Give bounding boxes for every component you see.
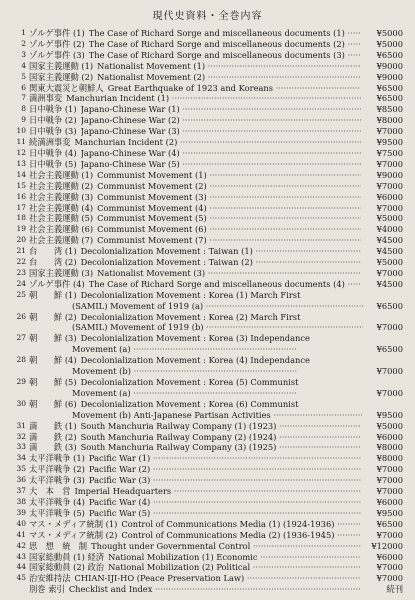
volume-title-japanese: 社会主義運動 (6) [29, 224, 94, 235]
volume-price: ¥12000 [371, 540, 403, 551]
volume-price: ¥7000 [376, 475, 403, 486]
volume-title-continuation [12, 366, 403, 377]
volume-title-japanese: 朝 鮮 (5) [29, 377, 77, 387]
volume-price: ¥5000 [376, 38, 403, 49]
volume-title-japanese: マス・メディア統制 (1) [29, 518, 118, 529]
volume-row [12, 562, 403, 573]
volume-title-japanese: 社会主義運動 (1) [29, 169, 94, 180]
volume-number: 23 [16, 267, 26, 277]
volume-row [12, 290, 403, 312]
volume-number: 10 [16, 126, 26, 136]
volume-title-japanese: 社会主義運動 (7) [29, 235, 94, 246]
volume-title-japanese: 満 鉄 (2) [29, 431, 77, 442]
volume-row [12, 246, 403, 257]
volume-title-japanese: 朝 鮮 (3) [29, 333, 77, 344]
volume-title-japanese: 日中戦争 (2) [29, 115, 77, 126]
volume-title-english: National Mobilization (2) Political ····· [108, 562, 361, 573]
volume-price: ¥6500 [376, 300, 403, 311]
volume-row [12, 573, 403, 584]
volume-title-japanese: 太平洋戦争 (5) [29, 507, 85, 518]
volume-title-japanese: 大 本 営 [29, 486, 71, 497]
volume-price: ¥5000 [376, 257, 403, 268]
volume-title-japanese: 朝 鮮 (2) [29, 311, 77, 322]
volume-title-japanese: ゾルゲ事件 (4) [29, 278, 85, 289]
volume-row [12, 508, 403, 519]
volume-number: 18 [16, 213, 26, 223]
volume-title-english: Great Earthquake of 1923 and Koreans ····· [108, 83, 361, 94]
volume-title-english: Pacific War (1) ····· [89, 453, 361, 464]
volume-title-english: Decolonialization Movement : Korea (6) Communist [80, 398, 299, 409]
volume-title-english: The Case of Richard Sorge and miscellaneous documents (3) ····· [89, 50, 361, 61]
volume-title-japanese: マス・メディア統制 (2) [29, 529, 118, 540]
volume-title-japanese: 別巻 索引 [29, 584, 65, 595]
volume-number: 32 [16, 431, 26, 441]
volume-title-english: Pacific War (3) ····· [89, 475, 361, 486]
volume-row [12, 72, 403, 83]
volume-row [12, 399, 403, 421]
volume-price: ¥6000 [376, 191, 403, 202]
volume-row [12, 432, 403, 443]
volume-number: 15 [16, 180, 26, 190]
volume-number: 33 [16, 442, 26, 452]
volume-price: ¥6500 [376, 518, 403, 529]
volume-price: ¥9500 [376, 137, 403, 148]
volume-title-english: Japano-Chinese War (1) ····· [81, 104, 361, 115]
volume-title-english: Decolonialization Movement : Korea (4) Independance [80, 355, 310, 366]
indent [12, 366, 72, 377]
volume-number: 45 [16, 573, 26, 583]
volume-row [12, 421, 403, 432]
volume-number: 31 [16, 420, 26, 430]
volume-title-japanese: 朝 鮮 (6) [29, 398, 77, 409]
volume-price: ¥6500 [376, 82, 403, 93]
volume-title-english: Decolonialization Movement : Korea (3) Independance [80, 333, 310, 344]
volume-row [12, 377, 403, 399]
volume-price: ¥6500 [376, 344, 403, 355]
volume-number: 11 [16, 137, 26, 147]
volume-price: ¥4000 [376, 224, 403, 235]
volume-number: 38 [16, 496, 26, 506]
volume-title-japanese: ゾルゲ事件 (3) [29, 49, 85, 60]
volume-title-english: Decolonialization Movement : Korea (1) March First [80, 289, 301, 300]
indent [12, 301, 72, 312]
volume-title-english: Communist Movement (6) ····· [97, 224, 361, 235]
volume-row [12, 333, 403, 355]
volume-number: 6 [21, 82, 26, 92]
volume-title-japanese: 日中戦争 (1) [29, 104, 77, 115]
volume-title-continuation [12, 410, 403, 421]
volume-row [12, 213, 403, 224]
volume-title-japanese: 太平洋戦争 (3) [29, 475, 85, 486]
volume-number: 40 [16, 518, 26, 528]
volume-price: ¥8000 [376, 115, 403, 126]
volume-number: 9 [21, 115, 26, 125]
volume-title-english: South Manchuria Railway Company (1) (1923) ····· [81, 421, 361, 432]
volume-row [12, 137, 403, 148]
indent [12, 388, 72, 399]
volume-price: ¥8500 [376, 104, 403, 115]
volume-number: 37 [16, 486, 26, 496]
indent [12, 322, 72, 333]
volume-row [12, 475, 403, 486]
volume-list [12, 28, 403, 595]
volume-title-continuation [12, 301, 403, 312]
volume-number: 16 [16, 191, 26, 201]
volume-number: 39 [16, 507, 26, 517]
volume-number: 8 [21, 104, 26, 114]
volume-number: 14 [16, 169, 26, 179]
volume-row [12, 170, 403, 181]
volume-row [12, 355, 403, 377]
volume-row [12, 39, 403, 50]
volume-number: 41 [16, 529, 26, 539]
volume-title-japanese: 台 湾 (1) [29, 246, 77, 257]
volume-title-continuation [12, 322, 403, 333]
volume-title-japanese: 日中戦争 (3) [29, 126, 77, 137]
volume-price: ¥7000 [376, 126, 403, 137]
volume-number: 28 [16, 355, 26, 365]
volume-price: ¥5000 [376, 213, 403, 224]
volume-title-japanese: 国家総動員 (1) 経済 [29, 551, 105, 562]
volume-number: 3 [21, 49, 26, 59]
volume-title-english: Communist Movement (5) ····· [97, 213, 361, 224]
volume-title-japanese: 社会主義運動 (5) [29, 213, 94, 224]
volume-title-japanese: ゾルゲ事件 (1) [29, 28, 85, 38]
volume-title-english: Communist Movement (7) ····· [97, 235, 361, 246]
volume-number: 17 [16, 202, 26, 212]
volume-row [12, 126, 403, 137]
volume-title-japanese: 国家主義運動 (1) [29, 60, 94, 71]
volume-row [12, 552, 403, 563]
volume-title-japanese: 社会主義運動 (2) [29, 180, 94, 191]
volume-price: ¥6000 [376, 551, 403, 562]
volume-price: ¥7000 [376, 322, 403, 333]
volume-number: 43 [16, 551, 26, 561]
volume-number: 35 [16, 464, 26, 474]
volume-title-japanese: 社会主義運動 (4) [29, 202, 94, 213]
volume-price: ¥4500 [376, 235, 403, 246]
volume-price: ¥7000 [376, 180, 403, 191]
volume-row [12, 541, 403, 552]
volume-title-english-line2: (SAMIL) Movement of 1919 (b) ····· [72, 322, 363, 333]
volume-title-japanese: 朝 鮮 (1) [29, 289, 77, 300]
volume-title-english: South Manchuria Railway Company (2) (1924) ····· [81, 432, 361, 443]
volume-title-english: Decolonialization Movement : Korea (2) March First [80, 311, 301, 322]
volume-title-japanese: 台 湾 (2) [29, 257, 77, 268]
indent [12, 344, 72, 355]
volume-row [12, 224, 403, 235]
volume-price: ¥6000 [376, 496, 403, 507]
volume-title-english: CHIAN-IJI-HO (Peace Preservation Law) ····· [75, 573, 362, 584]
volume-title-japanese: 社会主義運動 (3) [29, 191, 94, 202]
volume-row [12, 192, 403, 203]
volume-number: 13 [16, 158, 26, 168]
volume-price: ¥7000 [376, 464, 403, 475]
volume-title-english: Japano-Chinese War (5) ····· [81, 159, 361, 170]
volume-title-japanese: 治安維持法 [29, 573, 71, 584]
volume-price: ¥6000 [376, 431, 403, 442]
volume-title-english: Imperial Headquarters ····· [75, 486, 362, 497]
volume-price: ¥9500 [376, 409, 403, 420]
volume-title-japanese: 国家主義運動 (3) [29, 267, 94, 278]
volume-price: ¥7000 [376, 202, 403, 213]
volume-price: ¥9000 [376, 71, 403, 82]
volume-title-english: Japano-Chinese War (3) ····· [81, 126, 361, 137]
volume-price: ¥5000 [376, 28, 403, 38]
volume-number: 44 [16, 562, 26, 572]
volume-row [12, 497, 403, 508]
volume-number: 42 [16, 540, 26, 550]
volume-price: ¥7500 [376, 147, 403, 158]
volume-title-english-line2: Movement (a) ····· [72, 388, 363, 399]
volume-title-english: Checklist and Index ····· [69, 584, 361, 595]
volume-row [12, 61, 403, 72]
volume-title-english: South Manchuria Railway Company (3) (1925) ····· [81, 442, 361, 453]
volume-title-english: The Case of Richard Sorge and miscellaneous documents (2) ····· [89, 39, 361, 50]
volume-title-japanese: 太平洋戦争 (4) [29, 496, 85, 507]
volume-number: 24 [16, 278, 26, 288]
volume-title-japanese: 太平洋戦争 (2) [29, 464, 85, 475]
volume-price: ¥7000 [376, 267, 403, 278]
volume-row [12, 159, 403, 170]
volume-number: 4 [21, 60, 26, 70]
volume-title-japanese: 思 想 統 制 [29, 540, 88, 551]
volume-price: ¥8000 [376, 442, 403, 453]
volume-title-english: Japano-Chinese War (2) ····· [81, 115, 361, 126]
volume-row [12, 115, 403, 126]
volume-title-english-line2: (SAMIL) Movement of 1919 (a) ····· [72, 301, 363, 312]
volume-price: ¥7000 [376, 529, 403, 540]
volume-row [12, 519, 403, 530]
volume-price: ¥5000 [376, 420, 403, 431]
volume-number: 30 [16, 398, 26, 408]
page-title: 現代史資料・全巻内容 [152, 11, 263, 22]
volume-price: ¥9000 [376, 169, 403, 180]
volume-title-english-line2: Movement (a) ····· [72, 344, 363, 355]
volume-price: ¥6500 [376, 49, 403, 60]
volume-number: 34 [16, 453, 26, 463]
volume-title-english: Decolonialization Movement : Taiwan (1) ····· [81, 246, 361, 257]
volume-number: 5 [21, 71, 26, 81]
volume-row [12, 148, 403, 159]
volume-title-english: Decolonialization Movement : Taiwan (2) ····· [81, 257, 361, 268]
volume-title-japanese: 満 鉄 (1) [29, 420, 77, 431]
volume-title-english-line2: Movement (b) ····· [72, 366, 363, 377]
volume-title-japanese: 朝 鮮 (4) [29, 355, 77, 366]
volume-title-japanese: 満 鉄 (3) [29, 442, 77, 453]
volume-title-english: Control of Communications Media (2) (1936-1945) ····· [121, 530, 361, 541]
volume-number: 1 [21, 28, 26, 37]
volume-price: ¥7000 [376, 366, 403, 377]
volume-title-english: Communist Movement (1) ····· [97, 170, 361, 181]
volume-number: 12 [16, 147, 26, 157]
volume-title-english: Manchurian Incident (1) ····· [66, 93, 361, 104]
volume-price: ¥8000 [376, 453, 403, 464]
volume-title-english: Nationalist Movement (3) ····· [97, 268, 361, 279]
volume-title-english: Thought under Governmental Control ····· [91, 541, 361, 552]
volume-row [12, 486, 403, 497]
volume-price: ¥9500 [376, 507, 403, 518]
volume-price: ¥9000 [376, 60, 403, 71]
volume-price: ¥6500 [376, 93, 403, 104]
volume-title-english-line2: Movement (b) Anti-Japanese Partisan Activities ····· [72, 410, 363, 421]
volume-number: 7 [21, 93, 26, 103]
volume-price: 続刊 [386, 584, 403, 595]
volume-number: 27 [16, 333, 26, 343]
volume-title-english: Control of Communications Media (1) (1924-1936) ····· [121, 519, 361, 530]
volume-price: ¥4500 [376, 278, 403, 289]
volume-number: 36 [16, 475, 26, 485]
volume-price: ¥7000 [376, 562, 403, 573]
volume-price: ¥7000 [376, 387, 403, 398]
volume-row [12, 181, 403, 192]
volume-title-english: National Mobilization (1) Economic ····· [108, 552, 361, 563]
volume-title-japanese: 日中戦争 (4) [29, 147, 77, 158]
volume-row [12, 104, 403, 115]
volume-title-english: Nationalist Movement (2) ····· [97, 72, 361, 83]
volume-title-japanese: 国家総動員 (2) 政治 [29, 562, 105, 573]
volume-title-english: Nationalist Movement (1) ····· [97, 61, 361, 72]
volume-title-english: Communist Movement (3) ····· [97, 192, 361, 203]
volume-title-english: Japano-Chinese War (4) ····· [81, 148, 361, 159]
indent [12, 410, 72, 421]
volume-title-english: Decolonialization Movement : Korea (5) Communist [80, 377, 299, 387]
volume-number: 20 [16, 235, 26, 245]
volume-row [12, 279, 403, 290]
volume-row [12, 453, 403, 464]
volume-number: 29 [16, 377, 26, 386]
volume-row [12, 203, 403, 214]
volume-price: ¥7000 [376, 158, 403, 169]
volume-row [12, 464, 403, 475]
volume-row [12, 28, 403, 39]
volume-row [12, 442, 403, 453]
volume-title-english: Pacific War (4) ····· [89, 497, 361, 508]
volume-title-japanese: ゾルゲ事件 (2) [29, 38, 85, 49]
volume-row [12, 268, 403, 279]
volume-row [12, 83, 403, 94]
volume-title-continuation [12, 344, 403, 355]
volume-price: ¥7000 [376, 486, 403, 497]
volume-number: 22 [16, 257, 26, 267]
volume-number: 21 [16, 246, 26, 256]
volume-title-japanese: 満洲事変 [29, 93, 63, 104]
volume-title-continuation [12, 388, 403, 399]
volume-row [12, 312, 403, 334]
volume-number: 26 [16, 311, 26, 321]
volume-title-english: Manchurian Incident (2) ····· [75, 137, 362, 148]
volume-price: ¥4500 [376, 246, 403, 257]
volume-title-english: The Case of Richard Sorge and miscellaneous documents (4) ····· [89, 279, 361, 290]
volume-row [12, 584, 403, 595]
volume-title-english: Pacific War (5) ····· [89, 508, 361, 519]
volume-row [12, 235, 403, 246]
volume-title-japanese: 関東大震災と朝鮮人 [29, 82, 104, 93]
volume-row [12, 93, 403, 104]
volume-title-japanese: 日中戦争 (5) [29, 158, 77, 169]
volume-title-japanese: 続満洲事変 [29, 137, 71, 148]
volume-title-english: Communist Movement (4) ····· [97, 203, 361, 214]
volume-number: 25 [16, 289, 26, 299]
volume-title-english: The Case of Richard Sorge and miscellaneous documents (1) ····· [89, 28, 361, 39]
volume-row [12, 530, 403, 541]
volume-title-japanese: 国家主義運動 (2) [29, 71, 94, 82]
volume-title-english: Communist Movement (2) ····· [97, 181, 361, 192]
volume-number: 19 [16, 224, 26, 234]
volume-price: ¥7000 [376, 573, 403, 584]
volume-title-japanese: 太平洋戦争 (1) [29, 453, 85, 464]
volume-title-english: Pacific War (2) ····· [89, 464, 361, 475]
volume-number: 2 [21, 38, 26, 48]
volume-row [12, 50, 403, 61]
volume-row [12, 257, 403, 268]
